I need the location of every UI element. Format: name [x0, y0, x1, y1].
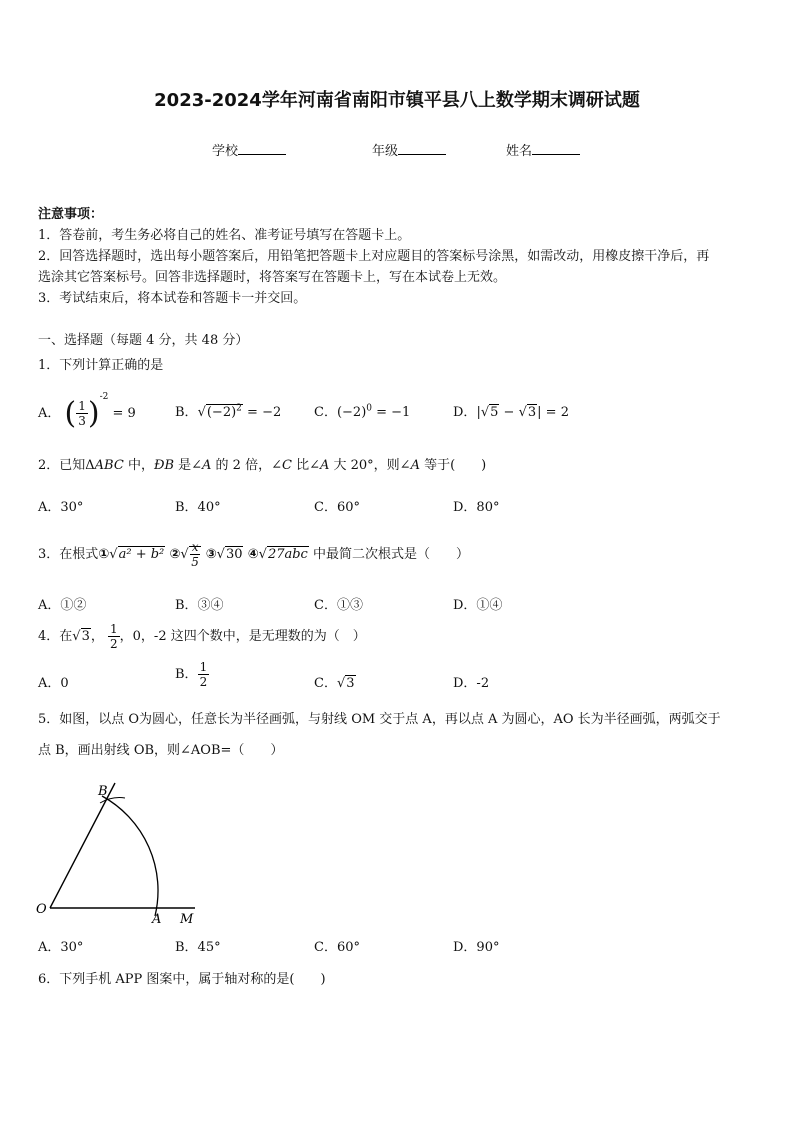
notice-item: 选涂其它答案标号。回答非选择题时，将答案写在答题卡上，写在本试卷上无效。 [38, 270, 507, 285]
q4-option-d: D．-2 [453, 676, 490, 691]
question-3-stem: 3．在根式①√a² + b² ②√ $\frac{x}{5}$ ③√30 ④√27abc 中最简二次根式是（ ） [38, 540, 469, 569]
section-heading: 一、选择题（每题 4 分，共 48 分） [38, 333, 249, 348]
q1-option-b: B．$√(-2)^2 = -2$ [175, 403, 282, 420]
q2-option-d: D．80° [453, 500, 500, 515]
label-m: M [180, 912, 194, 927]
exam-title: 2023-2024学年河南省南阳市镇平县八上数学期末调研试题 [154, 90, 640, 111]
question-5-stem: 5．如图，以点 O为圆心，任意长为半径画弧，与射线 OM 交于点 A，再以点 A 为圆心，AO 长为半径画弧，两弧交于 [38, 712, 721, 727]
question-5-stem-cont: 点 B，画出射线 OB，则∠AOB=（ ） [38, 743, 284, 758]
notice-heading: 注意事项： [38, 207, 104, 222]
q5-option-b: B．45° [175, 940, 221, 955]
label-b: B [98, 784, 108, 799]
q5-option-a: A．30° [38, 940, 84, 955]
notice-item: 1．答卷前，考生务必将自己的姓名、准考证号填写在答题卡上。 [38, 228, 411, 243]
q1-option-a: A． ( $\frac{1}{3}$ )$^{-2}$ = 9 [38, 392, 136, 431]
q2-option-a: A．30° [38, 500, 84, 515]
q3-option-c: C．①③ [314, 598, 363, 613]
grade-field: 年级 [372, 140, 446, 159]
school-field: 学校 [212, 140, 286, 159]
name-field: 姓名 [506, 140, 580, 159]
question-4-stem: 4．在√3， $\frac{1}{2}$ ，0，-2 这四个数中，是无理数的为（ ） [38, 622, 366, 651]
q5-option-d: D．90° [453, 940, 500, 955]
q1-option-c: C．$(-2)^0 = -1$ [314, 403, 411, 420]
q1-option-d: D．|√5 − √3| = 2 [453, 405, 569, 420]
question-2-stem: 2．已知ΔABC 中，ÐB 是∠A 的 2 倍，∠C 比∠A 大 20°，则∠A 等于( ) [38, 458, 487, 473]
arc-from-o [102, 796, 158, 916]
q2-option-c: C．60° [314, 500, 360, 515]
q2-option-b: B．40° [175, 500, 221, 515]
label-a: A [152, 912, 162, 927]
q4-option-b: B． $\frac{1}{2}$ [175, 660, 208, 689]
q5-option-c: C．60° [314, 940, 360, 955]
notice-item: 3．考试结束后，将本试卷和答题卡一并交回。 [38, 291, 307, 306]
label-o: O [36, 902, 47, 917]
q3-option-d: D．①④ [453, 598, 503, 613]
ray-ob [50, 783, 115, 908]
q3-option-b: B．③④ [175, 598, 224, 613]
notice-item: 2．回答选择题时，选出每小题答案后，用铅笔把答题卡上对应题目的答案标号涂黑，如需改动，用橡皮擦干净后，再 [38, 249, 710, 264]
q4-option-c: C．√3 [314, 676, 355, 691]
question-1-stem: 1．下列计算正确的是 [38, 358, 164, 373]
q4-option-a: A．0 [38, 676, 69, 691]
q3-option-a: A．①② [38, 598, 87, 613]
question-6-stem: 6．下列手机 APP 图案中，属于轴对称的是( ) [38, 972, 326, 987]
q5-figure [30, 768, 200, 928]
